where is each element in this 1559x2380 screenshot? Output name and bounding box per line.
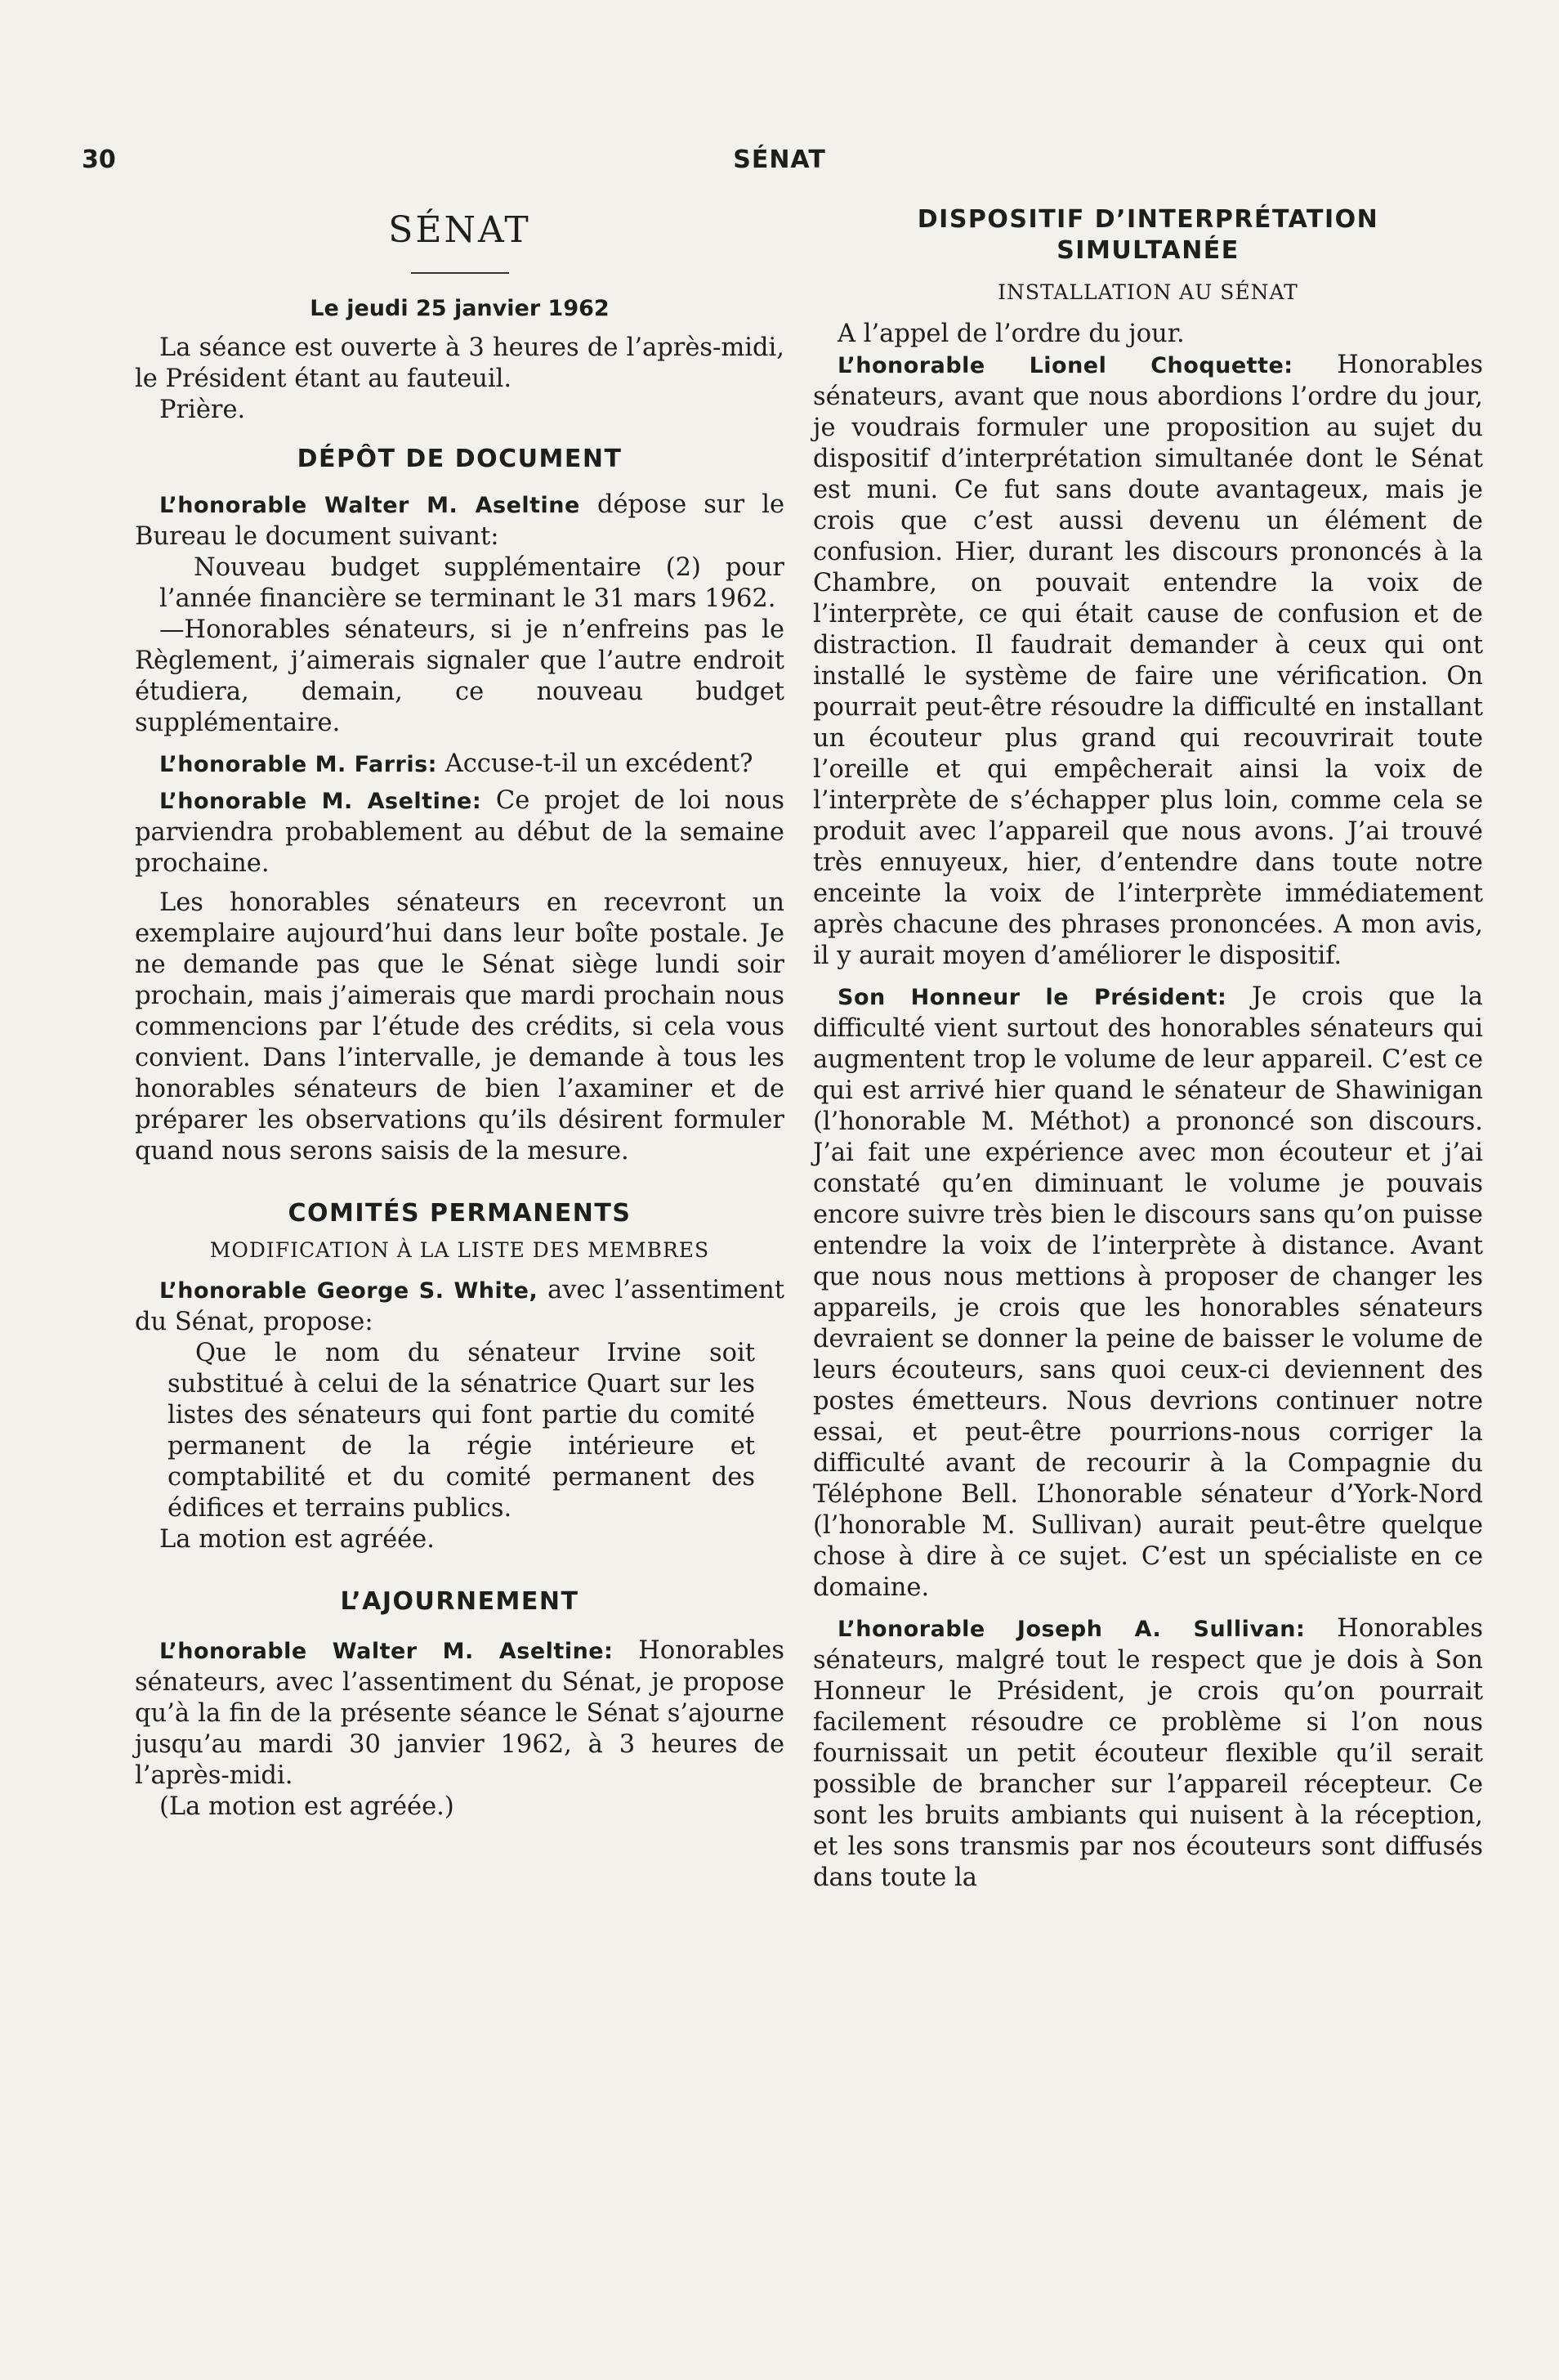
speaker-name: L’honorable Lionel Choquette: bbox=[838, 353, 1293, 378]
section-heading-ajournement: L’AJOURNEMENT bbox=[340, 1587, 579, 1616]
opening-paragraph: La séance est ouverte à 3 heures de l’après-midi, le Président étant au fauteuil. bbox=[135, 333, 784, 393]
aseltine-reply-text: Ce projet de loi nous parviendra probablement au début de la semaine prochaine. bbox=[135, 786, 784, 878]
ajournement-text: Honorables sénateurs, avec l’assentiment du Sénat, je propose qu’à la fin de la présente séance le Sénat s’ajourne jusqu’au mardi 30 janvier 1962, à 3 heures de l’après-midi. bbox=[135, 1636, 784, 1790]
choquette-paragraph bbox=[813, 350, 1483, 972]
speaker-name: L’honorable Joseph A. Sullivan: bbox=[838, 1617, 1306, 1642]
right-column bbox=[813, 204, 1483, 1894]
document-quote: Nouveau budget supplémentaire (2) pour l’année financière se terminant le 31 mars 1962. bbox=[159, 553, 784, 613]
subheading-modification: MODIFICATION À LA LISTE DES MEMBRES bbox=[209, 1238, 710, 1262]
aseltine-reply-paragraph bbox=[135, 785, 784, 879]
title-divider bbox=[411, 272, 509, 274]
president-text: Je crois que la difficulté vient surtout des honorables sénateurs qui augmentent trop le volume de leur appareil. C’est ce qui est arrivé hier quand le sénateur de Shawinigan (l’honorable M. Méthot) a prononcé son discours. J’ai fait une expérience avec mon écouteur et j’ai constaté qu’en diminuant le volume je pouvais encore suivre très bien le discours sans qu’on puisse entendre la voix de l’interprète à distance. Avant que nous nous mettions à proposer de changer les appareils, je crois que les honorables sénateurs devraient se donner la peine de baisser le volume de leurs écouteurs, sans quoi ceux-ci deviennent des postes émetteurs. Nous devrions continuer notre essai, et peut-être pourrions-nous corriger la difficulté avant de recourir à la Compagnie du Téléphone Bell. L’honorable sénateur d’York-Nord (l’honorable M. Sullivan) aurait peut-être quelque chose à dire à ce sujet. C’est un spécialiste en ce domaine. bbox=[813, 982, 1483, 1602]
motion-text: Que le nom du sénateur Irvine soit substitué à celui de la sénatrice Quart sur les listes des sénateurs qui font partie du comité permanent de la régie intérieure et comptabilité et du comité permanent des édifices et terrains publics. bbox=[168, 1339, 755, 1523]
depot-paragraph bbox=[135, 490, 784, 552]
subheading-installation: INSTALLATION AU SÉNAT bbox=[998, 280, 1298, 304]
section-heading-interpretation: DISPOSITIF D’INTERPRÉTATION SIMULTANÉE bbox=[917, 205, 1379, 265]
speaker-name: L’honorable Walter M. Aseltine bbox=[159, 493, 580, 518]
estimates-paragraph: Les honorables sénateurs en recevront un exemplaire aujourd’hui dans leur boîte postale. Je ne demande pas que le Sénat siège lundi soir prochain, mais j’aimerais que mardi prochain nous commencions par l’étude des crédits, si cela vous convient. Dans l’intervalle, je demande à tous les honorables sénateurs de bien l’axaminer et de préparer les observations qu’ils désirent formuler quand nous serons saisis de la mesure. bbox=[135, 888, 784, 1165]
white-text: avec l’assentiment du Sénat, propose: bbox=[135, 1276, 784, 1336]
sitting-date: Le jeudi 25 janvier 1962 bbox=[310, 296, 610, 321]
sullivan-paragraph bbox=[813, 1613, 1483, 1894]
farris-text: Accuse-t-il un excédent? bbox=[444, 749, 753, 778]
speaker-name: L’honorable M. Aseltine: bbox=[159, 789, 482, 814]
running-head: SÉNAT bbox=[733, 145, 826, 174]
ajournement-paragraph bbox=[135, 1635, 784, 1792]
left-column bbox=[135, 204, 784, 1823]
order-of-day: A l’appel de l’ordre du jour. bbox=[838, 320, 1185, 348]
speaker-name: Son Honneur le Président: bbox=[838, 985, 1227, 1010]
section-heading-comites: COMITÉS PERMANENTS bbox=[288, 1199, 632, 1228]
motion-result: La motion est agréée. bbox=[159, 1525, 435, 1554]
choquette-text: Honorables sénateurs, avant que nous abordions l’ordre du jour, je voudrais formuler une proposition au sujet du dispositif d’interprétation simultanée dont le Sénat est muni. Ce fut sans doute avantageux, mais je crois que c’est aussi devenu un élément de confusion. Hier, durant les discours prononcés à la Chambre, on pouvait entendre la voix de l’interprète, ce qui était cause de confusion et de distraction. Il faudrait demander à ceux qui ont installé le système de faire une vérification. On pourrait peut-être résoudre la difficulté en installant un écouteur plus grand qui recouvrirait toute l’oreille et qui empêcherait ainsi la voix de l’interprète de s’échapper plus loin, comme cela se produit avec l’appareil que nous avons. J’ai trouvé très ennuyeux, hier, d’entendre dans toute notre enceinte la voix de l’interprète immédiatement après chacune des phrases prononcées. A mon avis, il y aurait moyen d’améliorer le dispositif. bbox=[813, 351, 1483, 970]
depot-remark: —Honorables sénateurs, si je n’enfreins pas le Règlement, j’aimerais signaler que l’autre endroit étudiera, demain, ce nouveau budget supplémentaire. bbox=[135, 615, 784, 737]
president-paragraph bbox=[813, 982, 1483, 1604]
senate-title: SÉNAT bbox=[388, 209, 531, 251]
speaker-name: L’honorable Walter M. Aseltine: bbox=[159, 1639, 614, 1664]
ajournement-result: (La motion est agréée.) bbox=[159, 1792, 454, 1821]
speaker-name: L’honorable M. Farris: bbox=[159, 752, 437, 777]
sullivan-text: Honorables sénateurs, malgré tout le respect que je dois à Son Honneur le Président, je crois qu’on pourrait facilement résoudre ce problème si l’on nous fournissait un petit écouteur flexible qu’il serait possible de brancher sur l’appareil récepteur. Ce sont les bruits ambiants qui nuisent à la réception, et les sons transmis par nos écouteurs sont diffusés dans toute la bbox=[813, 1614, 1483, 1892]
prayer-paragraph: Prière. bbox=[159, 396, 246, 424]
page-number: 30 bbox=[82, 145, 116, 174]
section-heading-depot: DÉPÔT DE DOCUMENT bbox=[297, 445, 623, 473]
white-paragraph bbox=[135, 1275, 784, 1338]
farris-paragraph bbox=[135, 749, 784, 781]
depot-text: dépose sur le Bureau le document suivant: bbox=[135, 490, 785, 551]
speaker-name: L’honorable George S. White, bbox=[159, 1278, 538, 1304]
